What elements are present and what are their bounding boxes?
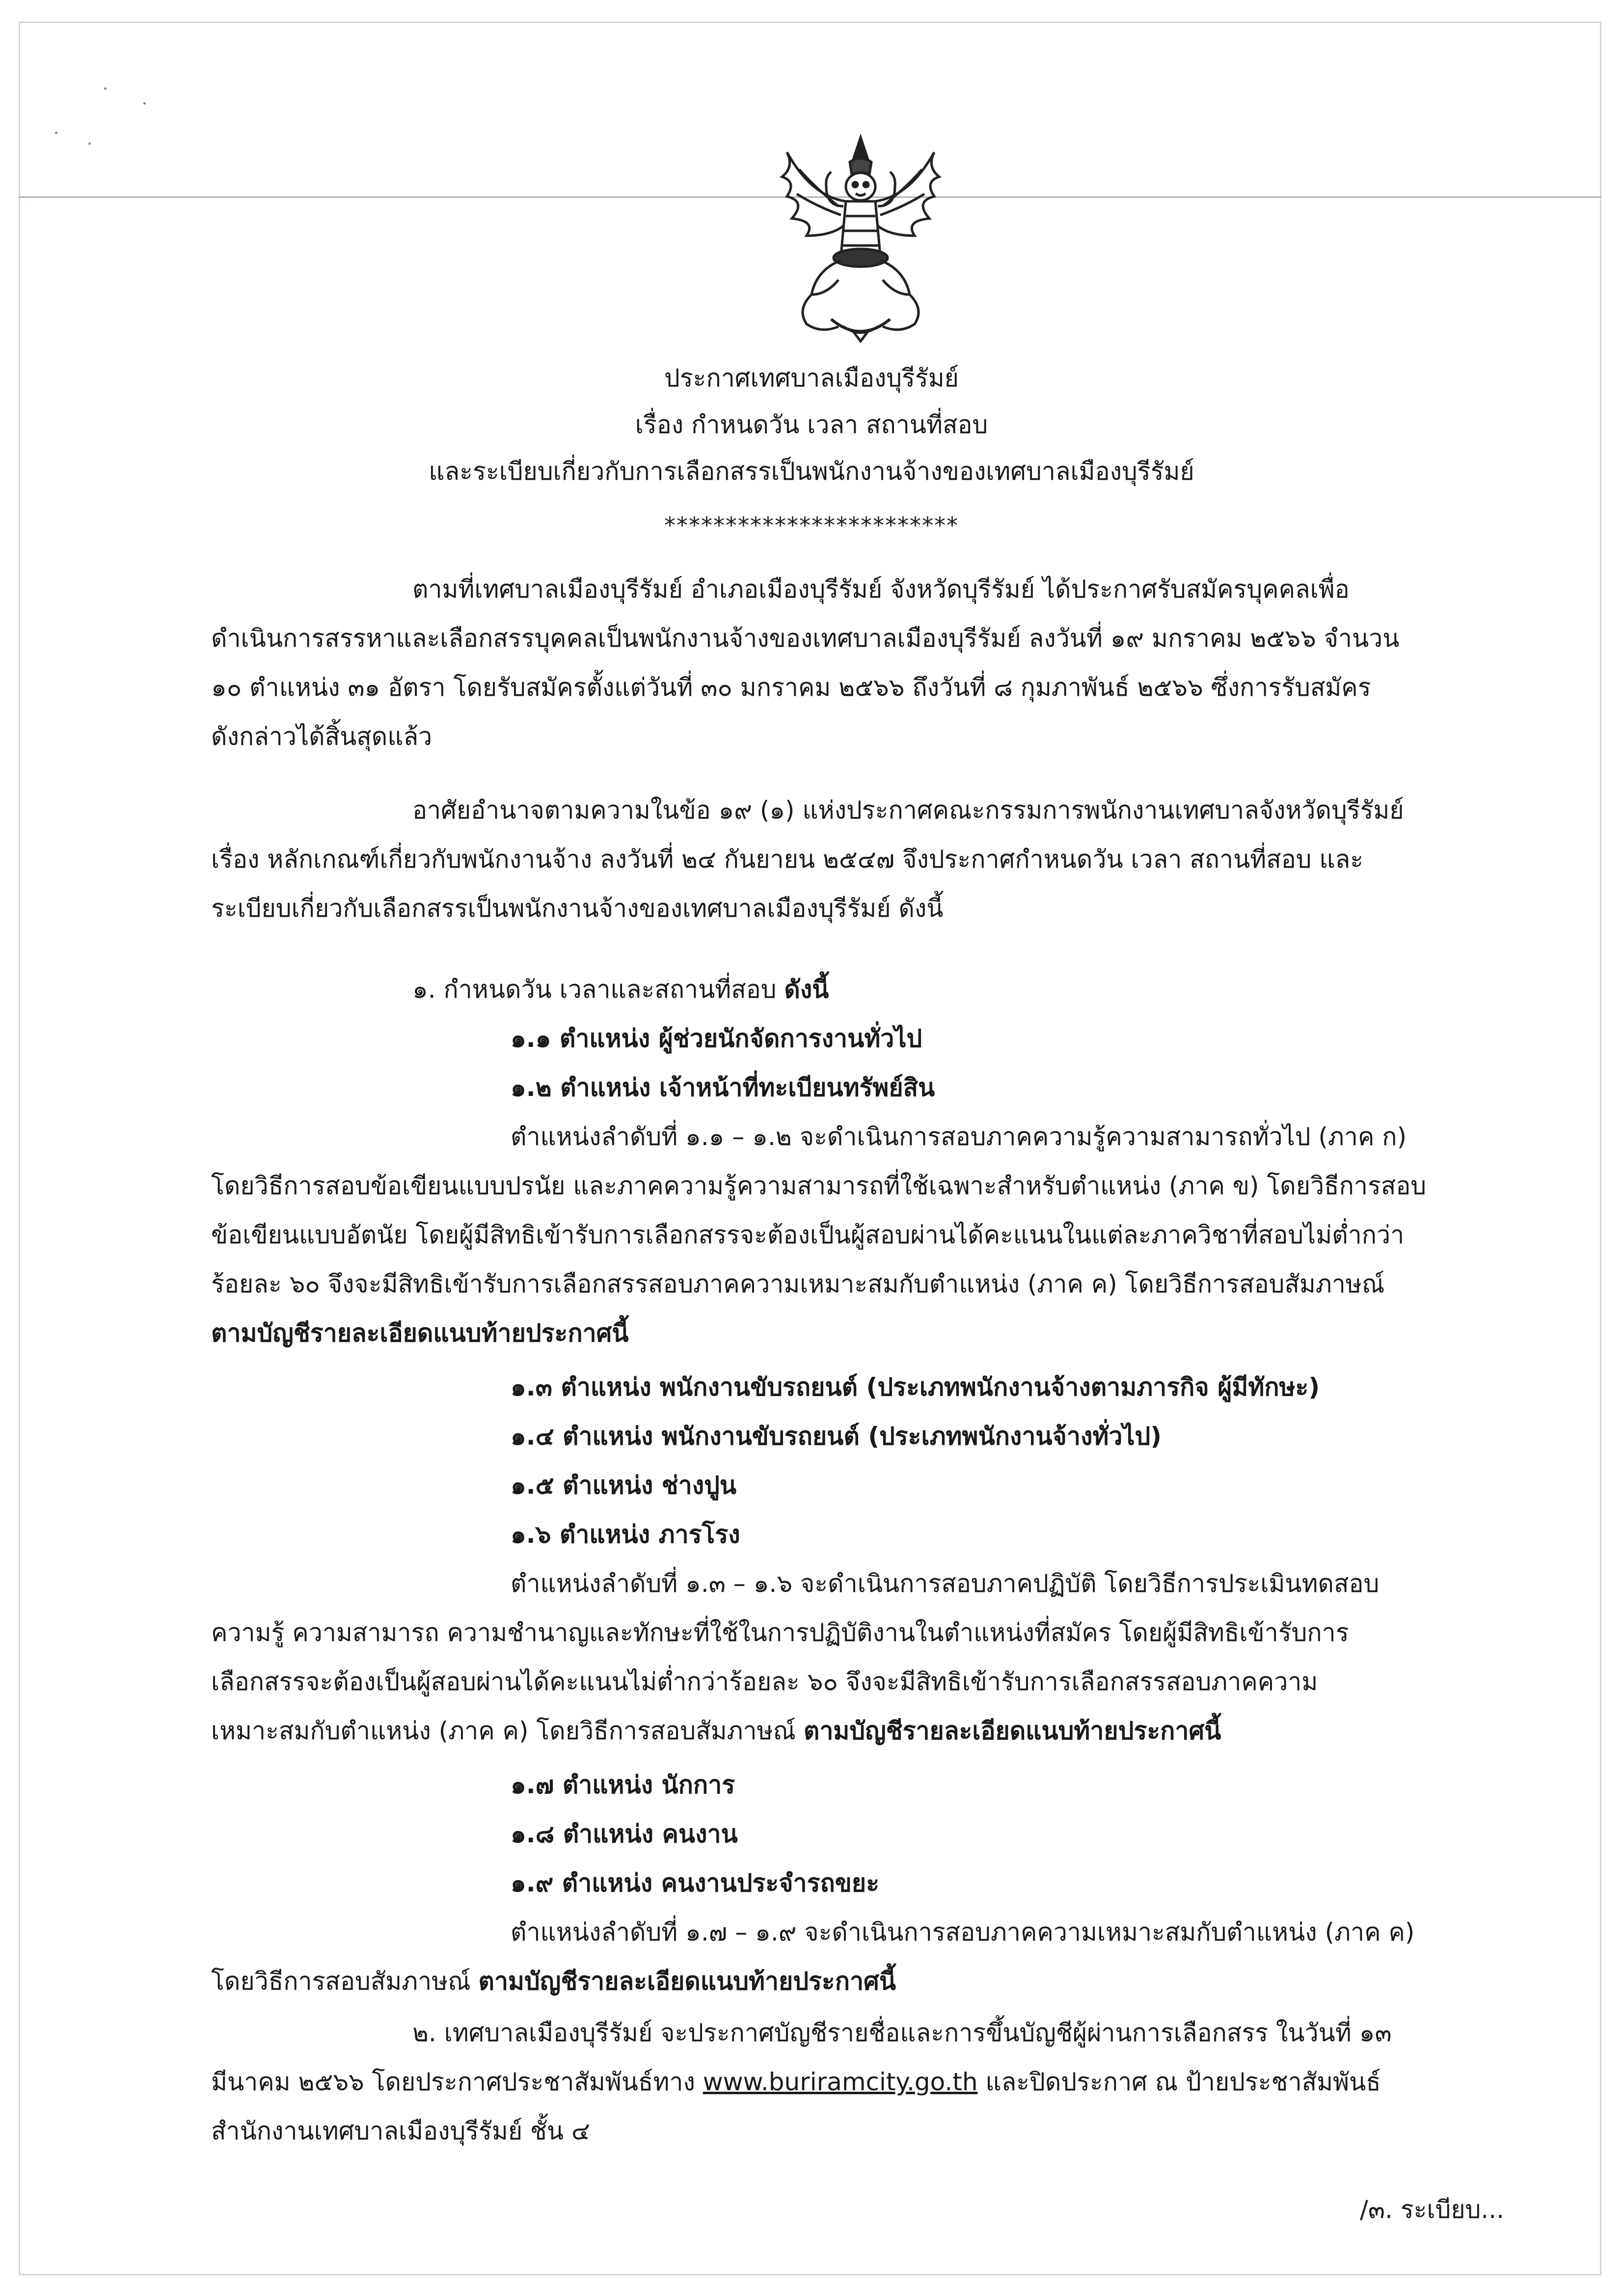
para1-line: ตามที่เทศบาลเมืองบุรีรัมย์ อำเภอเมืองบุรีรัมย์ จังหวัดบุรีรัมย์ ได้ประกาศรับสมัครบุคคลเพื่อ xyxy=(412,575,1350,603)
position-item: ๑.๕ ตำแหน่ง ช่างปูน xyxy=(511,1471,737,1500)
para2-line: เรื่อง หลักเกณฑ์เกี่ยวกับพนักงานจ้าง ลงวันที่ ๒๔ กันยายน ๒๕๔๗ จึงประกาศกำหนดวัน เวลา สถานที่สอบ และ xyxy=(211,845,1364,874)
position-item: ๑.๖ ตำแหน่ง ภารโรง xyxy=(511,1520,740,1549)
group1-line: ตำแหน่งลำดับที่ ๑.๑ – ๑.๒ จะดำเนินการสอบภาคความรู้ความสามารถทั่วไป (ภาค ก) xyxy=(511,1122,1407,1151)
scan-speck xyxy=(104,87,107,90)
para2-line: อาศัยอำนาจตามความในข้อ ๑๙ (๑) แห่งประกาศคณะกรรมการพนักงานเทศบาลจังหวัดบุรีรัมย์ xyxy=(412,796,1404,824)
section2-line xyxy=(211,2067,1381,2097)
section1-heading-text: ๑. กำหนดวัน เวลาและสถานที่สอบ xyxy=(412,975,784,1004)
scan-speck xyxy=(55,132,57,134)
group2-line-text: เหมาะสมกับตำแหน่ง (ภาค ค) โดยวิธีการสอบสัมภาษณ์ xyxy=(211,1717,804,1745)
announcement-title: ประกาศเทศบาลเมืองบุรีรัมย์ xyxy=(664,364,959,392)
position-item: ๑.๔ ตำแหน่ง พนักงานขับรถยนต์ (ประเภทพนักงานจ้างทั่วไป) xyxy=(511,1422,1162,1450)
position-item: ๑.๙ ตำแหน่ง คนงานประจำรถขยะ xyxy=(511,1869,880,1897)
group3-line-text: โดยวิธีการสอบสัมภาษณ์ xyxy=(211,1967,479,1995)
position-item: ๑.๓ ตำแหน่ง พนักงานขับรถยนต์ (ประเภทพนักงานจ้างตามภารกิจ ผู้มีทักษะ) xyxy=(511,1373,1320,1401)
group2-line: เลือกสรรจะต้องเป็นผู้สอบผ่านได้คะแนนไม่ต่ำกว่าร้อยละ ๖๐ จึงจะมีสิทธิเข้ารับการเลือกสรรสอบภาคความ xyxy=(211,1667,1318,1696)
para1-line: ดังกล่าวได้สิ้นสุดแล้ว xyxy=(211,722,433,751)
para1-line: ๑๐ ตำแหน่ง ๓๑ อัตรา โดยรับสมัครตั้งแต่วันที่ ๓๐ มกราคม ๒๕๖๖ ถึงวันที่ ๘ กุมภาพันธ์ ๒๕๖๖ ซึ่งการรับสมัคร xyxy=(211,673,1371,702)
section1-heading-bold: ดังนี้ xyxy=(784,975,829,1004)
section2-text: มีนาคม ๒๕๖๖ โดยประกาศประชาสัมพันธ์ทาง xyxy=(211,2068,703,2096)
section2-line: ๒. เทศบาลเมืองบุรีรัมย์ จะประกาศบัญชีรายชื่อและการขึ้นบัญชีผู้ผ่านการเลือกสรร ในวันที่ ๑๓ xyxy=(412,2019,1392,2047)
position-item: ๑.๘ ตำแหน่ง คนงาน xyxy=(511,1820,738,1848)
group1-line: ข้อเขียนแบบอัตนัย โดยผู้มีสิทธิเข้ารับการเลือกสรรจะต้องเป็นผู้สอบผ่านได้คะแนนในแต่ละภาควิชาที่สอบไม่ต่ำกว่า xyxy=(211,1221,1405,1249)
announcement-subject-cont: และระเบียบเกี่ยวกับการเลือกสรรเป็นพนักงานจ้างของเทศบาลเมืองบุรีรัมย์ xyxy=(429,457,1194,486)
section2-text: และปิดประกาศ ณ ป้ายประชาสัมพันธ์ xyxy=(977,2068,1381,2096)
separator: ************************ xyxy=(664,512,959,539)
group2-line: ตำแหน่งลำดับที่ ๑.๓ – ๑.๖ จะดำเนินการสอบภาคปฏิบัติ โดยวิธีการประเมินทดสอบ xyxy=(511,1569,1380,1598)
website-link[interactable]: www.buriramcity.go.th xyxy=(703,2068,978,2096)
section2-line: สำนักงานเทศบาลเมืองบุรีรัมย์ ชั้น ๔ xyxy=(211,2117,590,2145)
group2-line: ความรู้ ความสามารถ ความชำนาญและทักษะที่ใช้ในการปฏิบัติงานในตำแหน่งที่สมัคร โดยผู้มีสิทธิเข้ารับการ xyxy=(211,1618,1349,1647)
announcement-subject: เรื่อง กำหนดวัน เวลา สถานที่สอบ xyxy=(635,410,988,439)
group2-line-bold: ตามบัญชีรายละเอียดแนบท้ายประกาศนี้ xyxy=(803,1717,1221,1745)
position-item: ๑.๑ ตำแหน่ง ผู้ช่วยนักจัดการงานทั่วไป xyxy=(511,1024,922,1053)
para2-line: ระเบียบเกี่ยวกับเลือกสรรเป็นพนักงานจ้างของเทศบาลเมืองบุรีรัมย์ ดังนี้ xyxy=(211,894,944,923)
group3-line-bold: ตามบัญชีรายละเอียดแนบท้ายประกาศนี้ xyxy=(478,1967,896,1995)
group1-line: ร้อยละ ๖๐ จึงจะมีสิทธิเข้ารับการเลือกสรรสอบภาคความเหมาะสมกับตำแหน่ง (ภาค ค) โดยวิธีการสอบสัมภาษณ์ xyxy=(211,1270,1385,1298)
section1-heading xyxy=(412,975,829,1004)
garuda-emblem-icon xyxy=(753,133,969,349)
para1-line: ดำเนินการสรรหาและเลือกสรรบุคคลเป็นพนักงานจ้างของเทศบาลเมืองบุรีรัมย์ ลงวันที่ ๑๙ มกราคม ๒๕๖๖ จำนวน xyxy=(211,624,1400,653)
group1-line: โดยวิธีการสอบข้อเขียนแบบปรนัย และภาคความรู้ความสามารถที่ใช้เฉพาะสำหรับตำแหน่ง (ภาค ข) โดยวิธีการสอบ xyxy=(211,1172,1427,1200)
scan-speck xyxy=(88,142,91,145)
group3-line: ตำแหน่งลำดับที่ ๑.๗ – ๑.๙ จะดำเนินการสอบภาคความเหมาะสมกับตำแหน่ง (ภาค ค) xyxy=(511,1918,1415,1946)
group2-line xyxy=(211,1716,1221,1746)
scan-speck xyxy=(143,102,146,105)
page-continuation: /๓. ระเบียบ... xyxy=(1360,2195,1505,2224)
group1-line-bold: ตามบัญชีรายละเอียดแนบท้ายประกาศนี้ xyxy=(211,1319,629,1347)
position-item: ๑.๗ ตำแหน่ง นักการ xyxy=(511,1771,735,1799)
position-item: ๑.๒ ตำแหน่ง เจ้าหน้าที่ทะเบียนทรัพย์สิน xyxy=(511,1073,935,1102)
group3-line xyxy=(211,1967,896,1996)
